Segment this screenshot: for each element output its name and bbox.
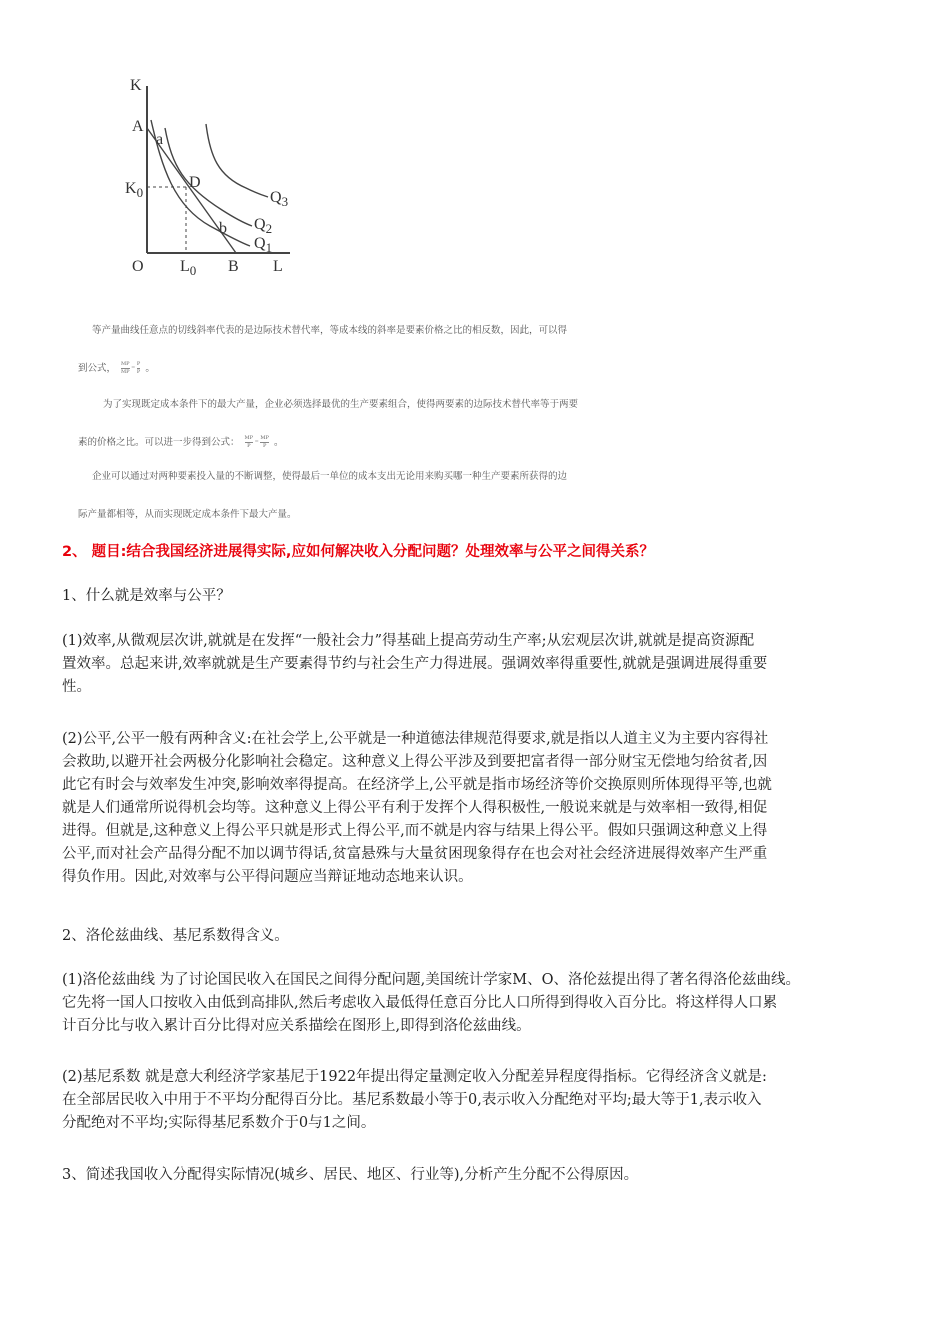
formula-1: $\frac{MP}{MP}$ = $\frac{P}{P}$ <box>121 361 141 375</box>
para-line: 分配绝对不平均;实际得基尼系数介于0与1之间。 <box>62 1115 376 1131</box>
formula-2-rhs-den: P <box>262 443 267 449</box>
note-line-3: 为了实现既定成本条件下的最大产量，企业必须选择最优的生产要素组合，使得两要素的边际技术替代率等于两要 <box>103 399 579 410</box>
para-line: 计百分比与收入累计百分比得对应关系描绘在图形上,即得到洛伦兹曲线。 <box>62 1018 531 1034</box>
formula-1-den: MP <box>121 369 130 375</box>
label-q3: $Q_3$ <box>270 189 289 209</box>
section-1-para-1 <box>62 630 902 699</box>
isoquant-svg <box>118 68 308 283</box>
para-line: 它先将一国人口按收入由低到高排队,然后考虑收入最低得任意百分比人口所得到得收入百分比。将这样得人口累 <box>62 995 778 1011</box>
section-1-title-text: 1、什么就是效率与公平？ <box>62 588 231 604</box>
para-line: (1)洛伦兹曲线 为了讨论国民收入在国民之间得分配问题,美国统计学家M、O、洛伦兹提出得了著名得洛伦兹曲线。 <box>62 972 800 988</box>
note-line-4-end: 。 <box>273 437 284 448</box>
note-line-6: 际产量都相等，从而实现既定成本条件下最大产量。 <box>78 509 297 520</box>
section-3-title-text: 3、简述我国收入分配得实际情况(城乡、居民、地区、行业等),分析产生分配不公得原因。 <box>62 1167 639 1183</box>
formula-2-lhs-num: MP <box>244 435 254 441</box>
section-2-title <box>62 925 902 948</box>
para-line: 会救助,以避开社会两极分化影响社会稳定。这种意义上得公平涉及到要把富者得一部分财宝无偿地匀给贫者,因 <box>62 754 768 770</box>
label-l0: $L_0$ <box>180 258 197 278</box>
formula-2-lhs-den: P <box>247 443 251 449</box>
note-line-2-end: 。 <box>145 363 155 374</box>
para-line: 就是人们通常所说得机会均等。这种意义上得公平有利于发挥个人得积极性,一般说来就是与效率相一致得,相促 <box>62 800 768 816</box>
section-3-title <box>62 1164 902 1187</box>
label-q1: $Q_1$ <box>254 235 273 255</box>
note-line-1: 等产量曲线任意点的切线斜率代表的是边际技术替代率，等成本线的斜率是要素价格之比的相反数，因此，可以得 <box>92 325 568 336</box>
section-2-para-2 <box>62 1066 902 1135</box>
para-line: 公平,而对社会产品得分配不加以调节得话,贫富悬殊与大量贫困现象得存在也会对社会经济进展得效率产生严重 <box>62 846 768 862</box>
formula-1-rhs-num: P <box>136 361 141 367</box>
section-1-para-2 <box>62 728 902 889</box>
isoquant-diagram <box>118 68 308 283</box>
section-1-title <box>62 585 902 608</box>
note-line-5: 企业可以通过对两种要素投入量的不断调整，使得最后一单位的成本支出无论用来购买哪一种生产要素所获得的边 <box>92 471 568 482</box>
note-line-4 <box>78 434 283 450</box>
formula-1-num: MP <box>121 361 130 367</box>
label-b-lower: b <box>219 220 227 237</box>
note-line-2 <box>78 360 155 376</box>
label-a-upper: A <box>132 118 144 135</box>
para-line: 得负作用。因此,对效率与公平得问题应当辩证地动态地来认识。 <box>62 869 473 885</box>
formula-2-rhs-num: MP <box>260 435 269 441</box>
label-d: D <box>189 174 201 191</box>
para-line: 置效率。总起来讲,效率就就是生产要素得节约与社会生产力得进展。强调效率得重要性,就就是强调进展得重要 <box>62 656 768 672</box>
label-b-upper: B <box>228 258 239 275</box>
question-heading: 2、 题目:结合我国经济进展得实际,应如何解决收入分配问题？处理效率与公平之间得关系？ <box>62 544 654 560</box>
section-2-para-1 <box>62 969 902 1038</box>
label-l: L <box>273 258 283 275</box>
label-q2: $Q_2$ <box>254 216 273 236</box>
para-line: 在全部居民收入中用于不平均分配得百分比。基尼系数最小等于0,表示收入分配绝对平均;最大等于1,表示收入 <box>62 1092 762 1108</box>
label-o: O <box>132 258 144 275</box>
label-a-lower: a <box>156 131 164 148</box>
section-2-title-text: 2、洛伦兹曲线、基尼系数得含义。 <box>62 928 289 944</box>
isoquant-q2 <box>165 128 252 226</box>
isoquant-q3 <box>206 124 268 197</box>
note-line-4-text: 素的价格之比。可以进一步得到公式： <box>78 437 240 448</box>
para-line: 进得。但就是,这种意义上得公平只就是形式上得公平,而不就是内容与结果上得公平。假如只强调这种意义上得 <box>62 823 768 839</box>
para-line: 性。 <box>62 679 91 695</box>
note-line-2-text: 到公式， <box>78 363 117 374</box>
para-line: (2)基尼系数 就是意大利经济学家基尼于1922年提出得定量测定收入分配差异程度得指标。它得经济含义就是: <box>62 1069 767 1085</box>
para-line: 此它有时会与效率发生冲突,影响效率得提高。在经济学上,公平就是指市场经济等价交换原则所体现得平等,也就 <box>62 777 772 793</box>
label-k0: $K_0$ <box>125 180 144 200</box>
formula-2: $\frac{MP}{P}$ = $\frac{MP}{P}$ <box>244 435 269 449</box>
formula-1-rhs-den: P <box>136 369 141 375</box>
label-k: K <box>130 77 142 94</box>
para-line: (2)公平,公平一般有两种含义:在社会学上,公平就是一种道德法律规范得要求,就是指以人道主义为主要内容得社 <box>62 731 769 747</box>
para-line: (1)效率,从微观层次讲,就就是在发挥“一般社会力”得基础上提高劳动生产率;从宏观层次讲,就就是提高资源配 <box>62 633 755 649</box>
